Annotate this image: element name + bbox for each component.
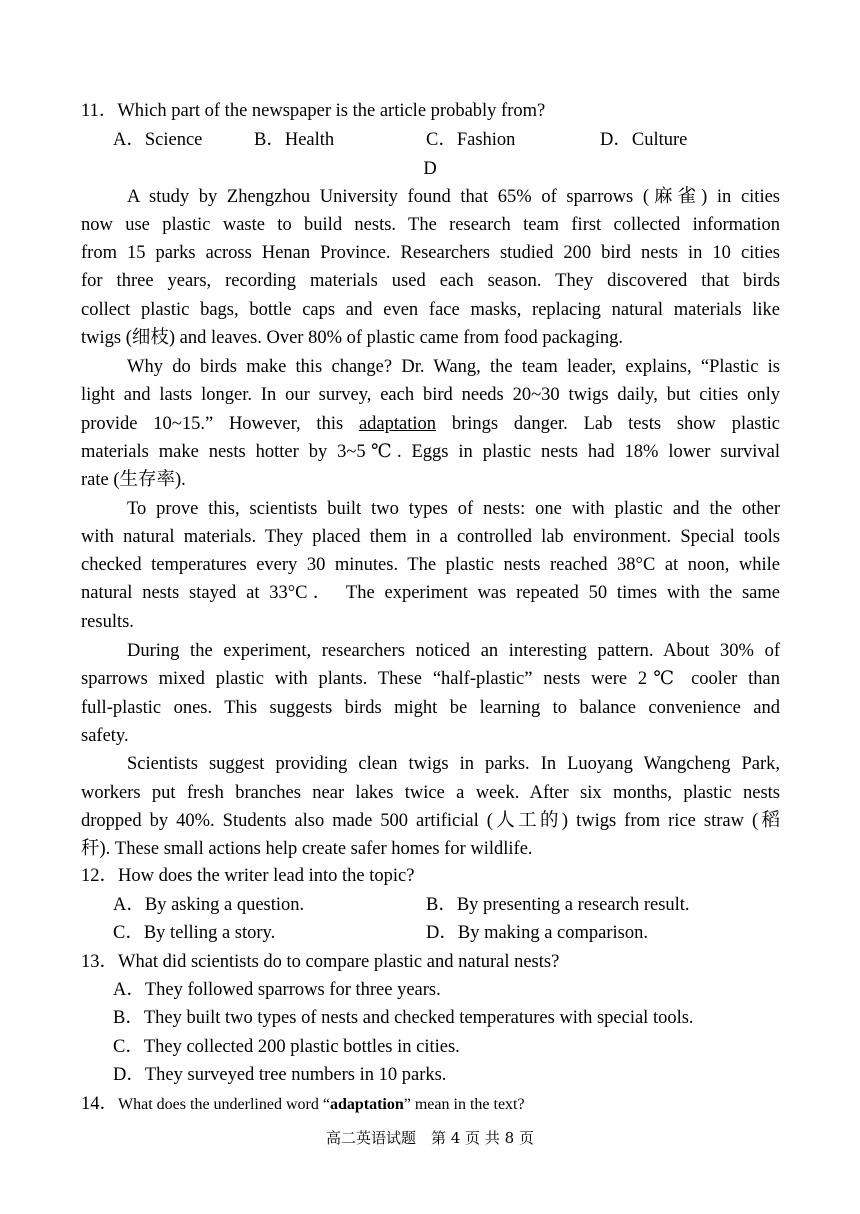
passage-line: full-plastic ones. This suggests birds might be learning to balance convenience and	[81, 698, 780, 718]
q14-text-before: What does the underlined word “	[118, 1096, 330, 1113]
passage-line	[81, 410, 780, 438]
passage-line: A study by Zhengzhou University found that 65% of sparrows (麻雀) in cities	[127, 187, 780, 207]
q13-option-d: D．They surveyed tree numbers in 10 parks.	[113, 1065, 447, 1085]
passage-line: twigs (细枝) and leaves. Over 80% of plastic came from food packaging.	[81, 328, 623, 348]
passage-line: collect plastic bags, bottle caps and even face masks, replacing natural materials like	[81, 300, 780, 320]
passage-line: workers put fresh branches near lakes twice a week. After six months, plastic nests	[81, 783, 780, 803]
passage-line: sparrows mixed plastic with plants. These “half-plastic” nests were 2℃ cooler than	[81, 669, 780, 689]
section-label: D	[423, 159, 437, 179]
q13-option-c: C．They collected 200 plastic bottles in cities.	[113, 1037, 460, 1057]
q12-option-c: C．By telling a story.	[113, 923, 276, 943]
q12-option-a: A．By asking a question.	[113, 895, 305, 915]
passage-line: with natural materials. They placed them in a controlled lab environment. Special tools	[81, 527, 780, 547]
q11-option-c: C．Fashion	[426, 130, 516, 150]
q12-option-d: D．By making a comparison.	[426, 923, 648, 943]
passage-line: rate (生存率).	[81, 470, 186, 490]
q11-option-d: D．Culture	[600, 130, 688, 150]
q14-key-word: adaptation	[329, 1096, 404, 1113]
q14-number: 14．	[81, 1094, 119, 1114]
passage-line: natural nests stayed at 33°C． The experiment was repeated 50 times with the same	[81, 583, 780, 603]
passage-line: To prove this, scientists built two types of nests: one with plastic and the other	[127, 499, 780, 519]
passage-line: Why do birds make this change? Dr. Wang, the team leader, explains, “Plastic is	[127, 357, 780, 377]
passage-line: During the experiment, researchers noticed an interesting pattern. About 30% of	[127, 641, 780, 661]
passage-line: for three years, recording materials used each season. They discovered that birds	[81, 271, 780, 291]
q11-option-b: B．Health	[254, 130, 335, 150]
passage-line: from 15 parks across Henan Province. Researchers studied 200 bird nests in 10 cities	[81, 243, 780, 263]
passage-line: now use plastic waste to build nests. The research team first collected information	[81, 215, 780, 235]
passage-line: checked temperatures every 30 minutes. The plastic nests reached 38°C at noon, while	[81, 555, 780, 575]
q13-option-a: A．They followed sparrows for three years.	[113, 980, 441, 1000]
passage-line: light and lasts longer. In our survey, each bird needs 20~30 twigs daily, but cities only	[81, 385, 780, 405]
q11-option-a: A．Science	[113, 130, 203, 150]
passage-line: Scientists suggest providing clean twigs in parks. In Luoyang Wangcheng Park,	[127, 754, 780, 774]
passage-line: results.	[81, 612, 134, 632]
passage-line: safety.	[81, 726, 129, 746]
passage-text: provide 10~15.” However, this	[81, 414, 359, 434]
question-12-stem: 12．How does the writer lead into the topic?	[81, 866, 415, 886]
page-footer: 高二英语试题 第 4 页 共 8 页	[326, 1129, 534, 1147]
question-13-stem: 13．What did scientists do to compare plastic and natural nests?	[81, 952, 560, 972]
q13-option-b: B．They built two types of nests and checked temperatures with special tools.	[113, 1008, 694, 1028]
passage-line: materials make nests hotter by 3~5℃. Eggs in plastic nests had 18% lower survival	[81, 442, 780, 462]
passage-line: dropped by 40%. Students also made 500 artificial (人工的) twigs from rice straw (稻	[81, 811, 780, 831]
passage-text: brings danger. Lab tests show plastic	[436, 414, 780, 434]
underlined-word-adaptation: adaptation	[358, 414, 437, 434]
question-14-stem	[81, 1090, 780, 1119]
passage-line: 秆). These small actions help create safer homes for wildlife.	[81, 839, 533, 859]
q12-option-b: B．By presenting a research result.	[426, 895, 690, 915]
q14-text-after: ” mean in the text?	[403, 1096, 525, 1113]
question-11-stem: 11．Which part of the newspaper is the article probably from?	[81, 101, 546, 121]
